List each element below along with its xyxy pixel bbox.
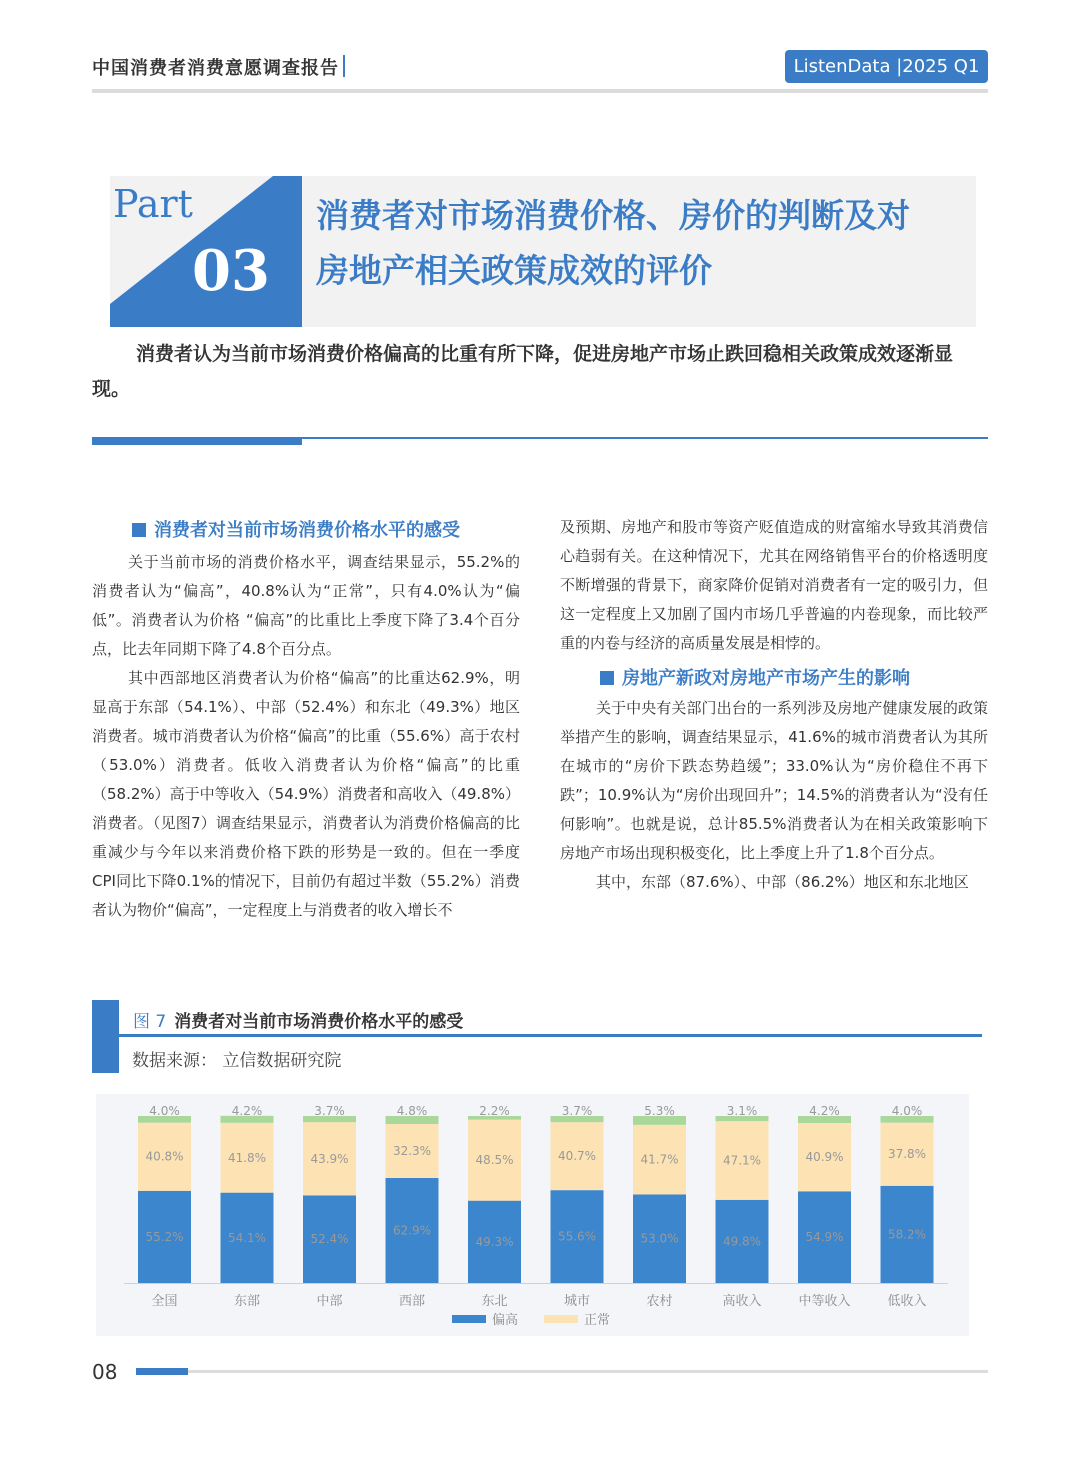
section-summary: 消费者认为当前市场消费价格偏高的比重有所下降，促进房地产市场止跌回稳相关政策成效逐渐显现。 [92, 343, 954, 400]
data-label: 3.7% [561, 1104, 593, 1118]
data-label: 40.8% [145, 1149, 184, 1164]
legend-label: 正常 [584, 1313, 611, 1328]
data-label: 52.4% [310, 1232, 349, 1247]
data-label: 37.8% [887, 1147, 927, 1162]
data-label: 41.7% [640, 1152, 679, 1167]
data-label: 58.2% [887, 1227, 927, 1242]
part-heading-line-2: 房地产相关政策成效的评价 [316, 251, 712, 290]
square-bullet-icon [600, 671, 614, 685]
data-label: 3.7% [314, 1104, 345, 1118]
data-label: 4.8% [396, 1104, 428, 1118]
part-heading [316, 188, 976, 298]
data-label: 4.0% [149, 1104, 180, 1118]
page-number: 08 [92, 1360, 118, 1384]
legend-swatch [452, 1315, 486, 1323]
section-title-text: 房地产新政对房地产市场产生的影响 [622, 668, 910, 689]
x-tick-label: 东部 [233, 1294, 261, 1309]
brand-badge: ListenData |2025 Q1 [785, 50, 988, 83]
data-label: 49.3% [475, 1234, 514, 1249]
left-column [92, 516, 520, 925]
data-label: 54.9% [805, 1230, 844, 1245]
data-label: 5.3% [644, 1104, 675, 1118]
data-label: 41.8% [227, 1150, 267, 1165]
report-title: 中国消费者消费意愿调查报告 [92, 58, 339, 79]
part-number: 03 [192, 238, 270, 304]
figure-rule [119, 1034, 982, 1037]
section-title-text: 消费者对当前市场消费价格水平的感受 [154, 520, 460, 541]
stacked-bar-chart [96, 1094, 969, 1336]
data-label: 40.7% [557, 1149, 597, 1164]
figure-title-text: 消费者对当前市场消费价格水平的感受 [174, 1012, 464, 1032]
data-label: 49.8% [722, 1234, 762, 1249]
part-word: Part [113, 182, 193, 226]
data-label: 40.9% [805, 1150, 844, 1165]
x-tick-label: 西部 [398, 1294, 426, 1309]
x-tick-label: 农村 [646, 1294, 673, 1309]
data-label: 62.9% [392, 1223, 432, 1238]
section-title-housing [600, 664, 988, 690]
x-tick-label: 中部 [316, 1294, 343, 1309]
data-label: 55.6% [557, 1229, 597, 1244]
figure-label: 图 7 [133, 1012, 167, 1032]
paragraph: 及预期、房地产和股市等资产贬值造成的财富缩水导致其消费信心趋弱有关。在这种情况下，尤其在网络销售平台的价格透明度不断增强的背景下，商家降价促销对消费者有一定的吸引力，但这一定程度上又加剧了国内市场几乎普遍的内卷现象，而比较严重的内卷与经济的高质量发展是相悖的。 [560, 518, 988, 652]
section-title-price [132, 516, 520, 542]
figure-source: 数据来源： 立信数据研究院 [132, 1051, 342, 1071]
data-label: 4.2% [231, 1103, 263, 1118]
data-label: 3.1% [726, 1104, 758, 1118]
header-divider [343, 55, 345, 77]
data-label: 54.1% [227, 1230, 267, 1245]
summary-rule-accent [92, 437, 302, 445]
paragraph: 其中西部地区消费者认为价格“偏高”的比重达62.9%，明显高于东部（54.1%）、中部（52.4%）和东北（49.3%）地区消费者。城市消费者认为价格“偏高”的比重（55.6%）高于农村（53.0%）消费者。低收入消费者认为价格“偏高”的比重（58.2%）高于中等收入（54.9%）消费者和高收入（49.8%）消费者。（见图7）调查结果显示，消费者认为消费价格偏高的比重减少与今年以来消费价格下跌的形势是一致的。但在一季度CPI同比下降0.1%的情况下，目前仍有超过半数（55.2%）消费者认为物价“偏高”，一定程度上与消费者的收入增长不 [92, 669, 520, 919]
square-bullet-icon [132, 523, 146, 537]
data-label: 4.0% [891, 1104, 923, 1118]
data-label: 55.2% [145, 1229, 184, 1244]
data-label: 53.0% [640, 1231, 679, 1246]
x-tick-label: 中等收入 [798, 1294, 851, 1309]
data-label: 4.2% [809, 1104, 840, 1118]
data-label: 2.2% [479, 1104, 510, 1118]
x-tick-label: 城市 [563, 1294, 591, 1309]
paragraph: 关于中央有关部门出台的一系列涉及房地产健康发展的政策举措产生的影响，调查结果显示，41.6%的城市消费者认为其所在城市的“房价下跌态势趋缓”；33.0%认为“房价稳住不再下跌”；10.9%认为“房价出现回升”；14.5%的消费者认为“没有任何影响”。也就是说，总计85.5%消费者认为在相关政策影响下房地产市场出现积极变化，比上季度上升了1.8个百分点。 [560, 699, 988, 862]
x-tick-label: 低收入 [887, 1294, 927, 1309]
right-column [560, 516, 988, 897]
footer-rule-accent [136, 1368, 188, 1375]
part-heading-line-1: 消费者对市场消费价格、房价的判断及对 [316, 196, 910, 235]
data-label: 32.3% [392, 1143, 432, 1158]
legend-swatch [544, 1315, 578, 1323]
data-label: 48.5% [475, 1153, 514, 1168]
figure-accent-bar [92, 1000, 119, 1073]
legend-label: 偏高 [492, 1313, 519, 1328]
paragraph: 关于当前市场的消费价格水平，调查结果显示，55.2%的消费者认为“偏高”，40.8%认为“正常”，只有4.0%认为“偏低”。消费者认为价格 “偏高”的比重比上季度下降了3.4个百分点，比去年同期下降了4.8个百分点。 [92, 553, 520, 658]
x-tick-label: 全国 [151, 1294, 178, 1309]
data-label: 47.1% [722, 1153, 762, 1168]
data-label: 43.9% [310, 1151, 349, 1166]
footer-rule [136, 1370, 988, 1373]
paragraph: 其中，东部（87.6%）、中部（86.2%）地区和东北地区 [596, 873, 969, 891]
figure-title [133, 1007, 463, 1032]
header-rule [92, 89, 988, 93]
x-tick-label: 高收入 [722, 1294, 762, 1309]
x-tick-label: 东北 [481, 1294, 508, 1309]
